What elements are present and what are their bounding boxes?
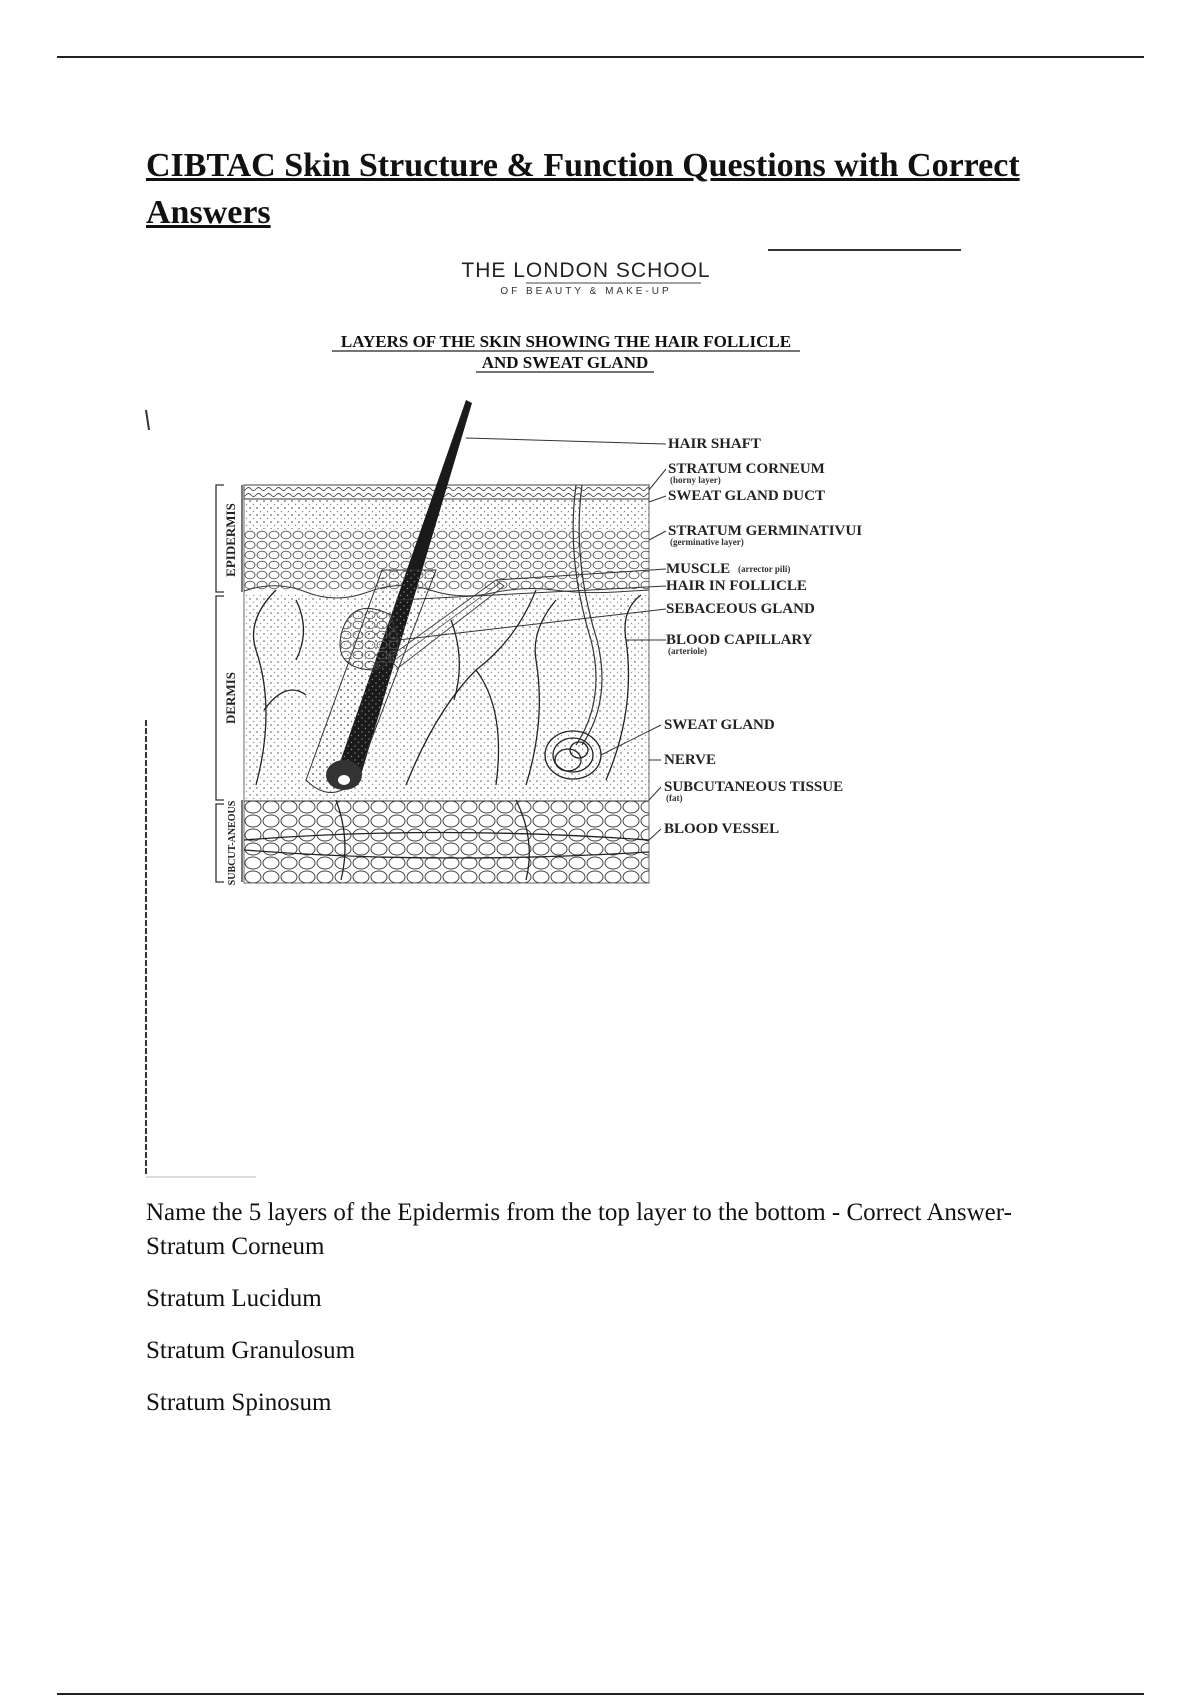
diagram-title-line2: AND SWEAT GLAND	[481, 353, 649, 372]
diagram-labels	[664, 436, 862, 837]
question-answer-block	[146, 1196, 1046, 1438]
label-stratum-corneum-sub: (horny layer)	[670, 475, 721, 485]
label-nerve: NERVE	[664, 752, 716, 768]
label-blood-capillary: BLOOD CAPILLARY	[666, 632, 813, 648]
label-blood-capillary-sub: (arteriole)	[668, 646, 707, 656]
label-subcutaneous-tissue: SUBCUTANEOUS TISSUE	[664, 779, 844, 795]
question-text: Name the 5 layers of the Epidermis from the top layer to the bottom - Correct Answer-Stratum Corneum	[146, 1199, 1012, 1260]
skin-diagram	[136, 240, 966, 1185]
top-rule	[57, 56, 1144, 58]
epidermis-side-label: EPIDERMIS	[223, 503, 238, 577]
label-blood-vessel: BLOOD VESSEL	[664, 821, 780, 837]
dermis-side-label: DERMIS	[223, 671, 238, 725]
label-subcutaneous-tissue-sub: (fat)	[666, 793, 683, 803]
label-sebaceous-gland: SEBACEOUS GLAND	[666, 601, 815, 617]
subcutaneous-side-label: SUBCUT-ANEOUS	[227, 800, 238, 886]
label-stratum-germinativum-sub: (germinative layer)	[670, 537, 744, 547]
document-title: CIBTAC Skin Structure & Function Questions with Correct Answers	[146, 147, 1020, 231]
bottom-rule	[57, 1693, 1144, 1695]
school-subtitle: OF BEAUTY & MAKE-UP	[500, 286, 672, 297]
label-stratum-corneum: STRATUM CORNEUM	[668, 461, 825, 477]
skin-cross-section	[244, 400, 649, 883]
label-sweat-gland: SWEAT GLAND	[664, 717, 775, 733]
label-hair-shaft: HAIR SHAFT	[668, 436, 761, 452]
skin-diagram-figure	[136, 240, 966, 1185]
answer-line: Stratum Lucidum	[146, 1285, 322, 1312]
label-stratum-germinativum: STRATUM GERMINATIVUI	[668, 523, 863, 539]
school-name: THE LONDON SCHOOL	[461, 259, 711, 282]
label-hair-in-follicle: HAIR IN FOLLICLE	[666, 578, 807, 594]
label-muscle: MUSCLE	[666, 561, 731, 577]
answer-line: Stratum Spinosum	[146, 1389, 332, 1416]
label-muscle-sub: (arrector pili)	[738, 564, 791, 574]
diagram-title-line1: LAYERS OF THE SKIN SHOWING THE HAIR FOLLICLE	[340, 332, 792, 351]
label-sweat-gland-duct: SWEAT GLAND DUCT	[668, 488, 825, 504]
answer-line: Stratum Granulosum	[146, 1337, 356, 1364]
